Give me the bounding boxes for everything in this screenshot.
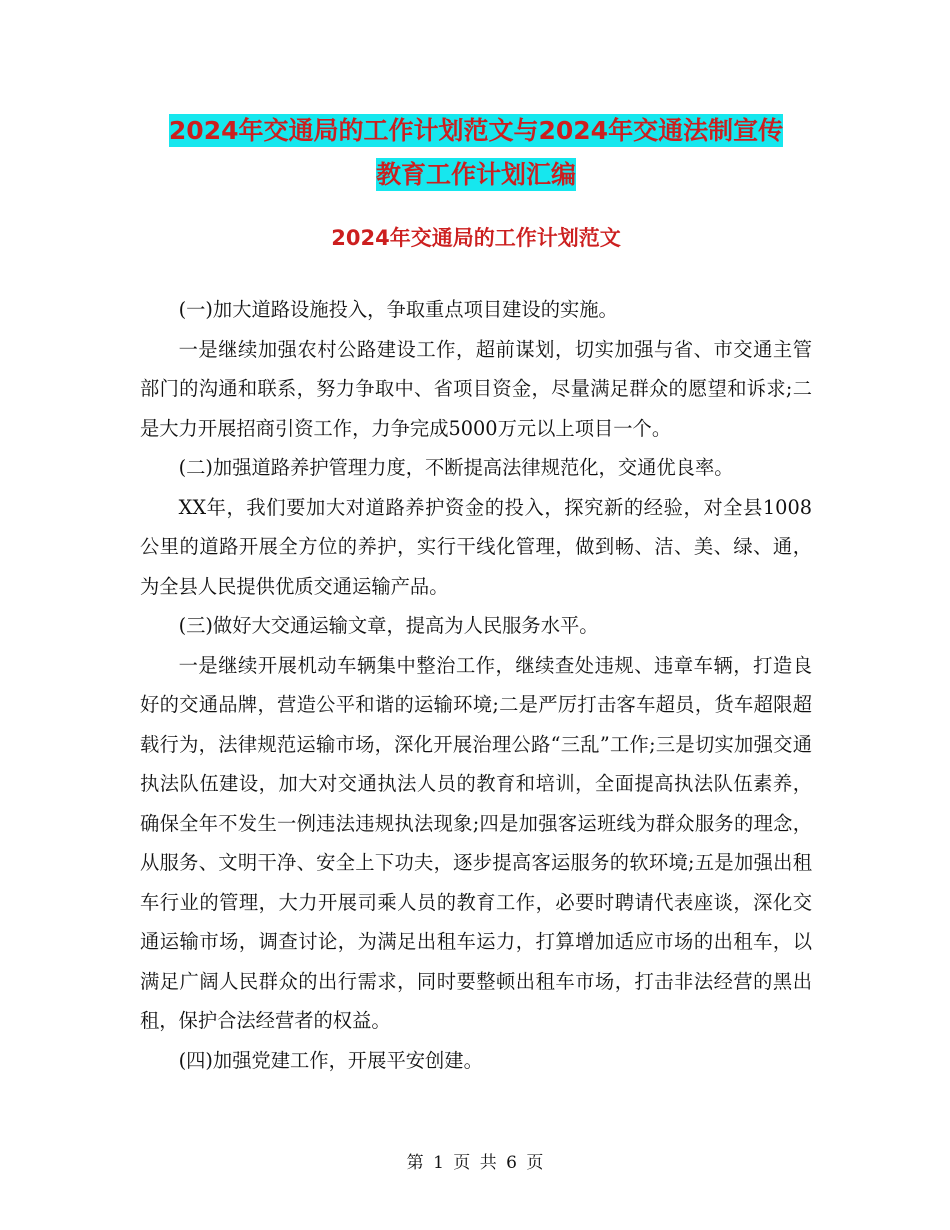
section-title: 2024年交通局的工作计划范文 <box>331 226 621 250</box>
paragraph: (三)做好大交通运输文章，提高为人民服务水平。 <box>178 614 599 637</box>
document-body <box>140 290 812 1080</box>
paragraph: (二)加强道路养护管理力度，不断提高法律规范化，交通优良率。 <box>178 456 734 479</box>
document-title-line-1 <box>140 108 812 154</box>
paragraph: 一是继续加强农村公路建设工作，超前谋划，切实加强与省、市交通主管部门的沟通和联系，努力争取中、省项目资金，尽量满足群众的愿望和诉求;二是大力开展招商引资工作，力争完成5000万元以上项目一个。 <box>140 337 812 440</box>
paragraph: (一)加大道路设施投入，争取重点项目建设的实施。 <box>178 298 618 321</box>
document-title-line-1-text: 2024年交通局的工作计划范文与2024年交通法制宣传 <box>168 116 784 145</box>
page-footer: 第 1 页 共 6 页 <box>406 1153 544 1173</box>
paragraph: (四)加强党建工作，开展平安创建。 <box>178 1048 483 1072</box>
paragraph: 一是继续开展机动车辆集中整治工作，继续查处违规、违章车辆，打造良好的交通品牌，营造公平和谐的运输环境;二是严厉打击客车超员，货车超限超载行为，法律规范运输市场，深化开展治理公路“三乱”工作;三是切实加强交通执法队伍建设，加大对交通执法人员的教育和培训，全面提高执法队伍素养，确保全年不发生一例违法违规执法现象;四是加强客运班线为群众服务的理念，从服务、文明干净、安全上下功夫，逐步提高客运服务的软环境;五是加强出租车行业的管理，大力开展司乘人员的教育工作，必要时聘请代表座谈，深化交通运输市场，调查讨论，为满足出租车运力，打算增加适应市场的出租车，以满足广阔人民群众的出行需求，同时要整顿出租车市场，打击非法经营的黑出租，保护合法经营者的权益。 <box>140 653 812 1032</box>
document-title-line-2-text: 教育工作计划汇编 <box>375 160 576 189</box>
paragraph: XX年，我们要加大对道路养护资金的投入，探究新的经验，对全县1008公里的道路开展全方位的养护，实行干线化管理，做到畅、洁、美、绿、通，为全县人民提供优质交通运输产品。 <box>140 495 812 598</box>
document-title-line-2 <box>140 152 812 198</box>
